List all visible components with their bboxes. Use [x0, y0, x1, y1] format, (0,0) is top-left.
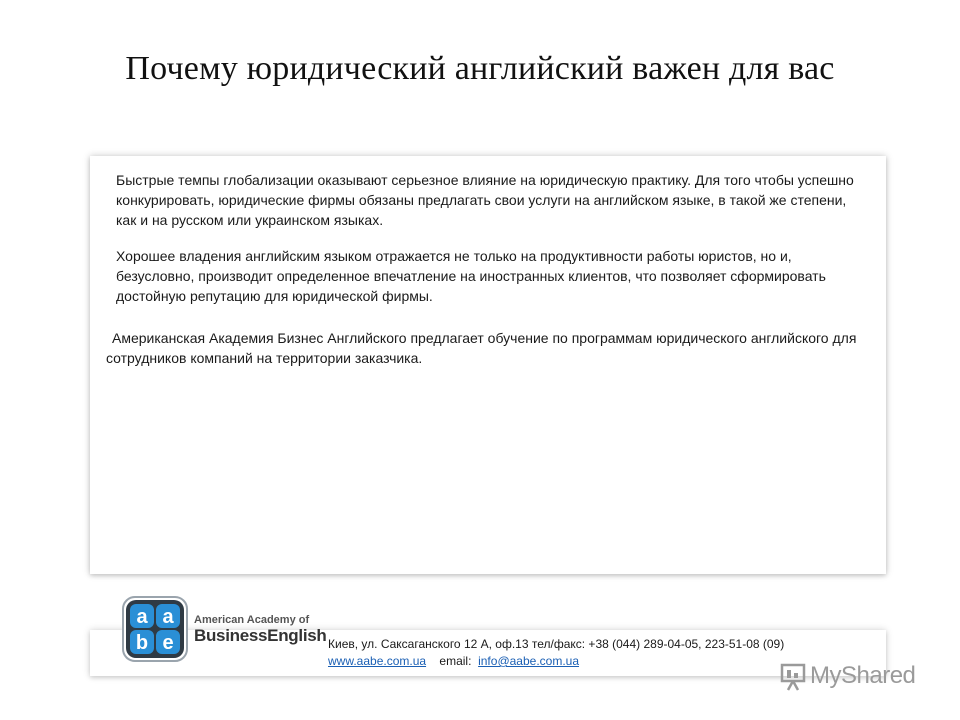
paragraph-globalization: Быстрые темпы глобализации оказывают серьезное влияние на юридическую практику. Для того чтобы успешно конкурировать, юридические фирмы обязаны предлагать свои услуги на английском языке, в такой же степени, как и на русском или украинском языках. — [116, 172, 854, 228]
email-link[interactable]: info@aabe.com.ua — [478, 654, 580, 668]
slide-title: Почему юридический английский важен для вас — [125, 50, 835, 87]
logo-letter-4: e — [162, 632, 174, 654]
logo-letter-3: b — [135, 632, 149, 654]
watermark — [780, 660, 930, 694]
address-line: Киев, ул. Саксаганского 12 А, оф.13 тел/факс: +38 (044) 289-04-05, 223-51-08 (09) — [328, 637, 785, 651]
paragraph-academy-offer-text: Американская Академия Бизнес Английского предлагает обучение по программам юридического английского для сотрудников компаний на территории заказчика. — [106, 330, 857, 366]
paragraph-academy-offer — [106, 328, 866, 368]
website-link[interactable]: www.aabe.com.ua — [328, 654, 427, 668]
paragraph-english-skills: Хорошее владения английским языком отражается не только на продуктивности работы юристов, но и, безусловно, производит определенное впечатление на иностранных клиентов, что позволяет сформировать достойную репутацию для юридической фирмы. — [116, 248, 826, 304]
logo-text-line2: BusinessEnglish — [194, 626, 327, 645]
watermark-text: MyShared — [810, 662, 916, 689]
content-panel — [90, 156, 886, 574]
company-logo — [122, 596, 327, 666]
logo-letter-2: a — [162, 606, 174, 628]
logo-text-line1: American Academy of — [194, 614, 310, 626]
email-label: email: — [439, 654, 472, 668]
aabe-logo-icon — [122, 596, 188, 662]
logo-letter-1: a — [136, 606, 148, 628]
presentation-icon — [780, 662, 806, 692]
